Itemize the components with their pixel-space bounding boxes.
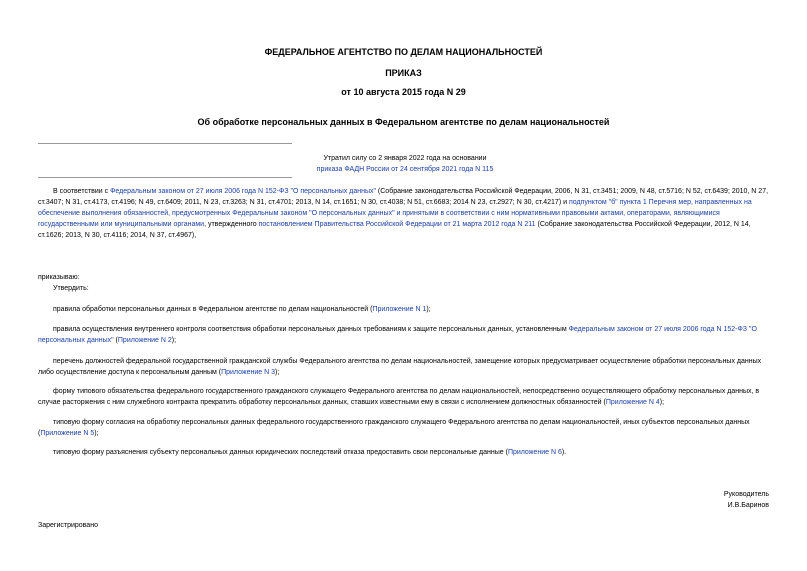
item-4-text: форму типового обязательства федерального государственного гражданского служащего Федерального агентства по делам национальностей, непосредственно осуществляющего обработку персональных данных, в случае расторжения с ним служебного контракта прекратить обработку персональных данных, ставших известными ему в связи с исполнением должностных обязанностей ( bbox=[38, 388, 760, 406]
list-item-1 bbox=[38, 304, 770, 315]
government-decree-link[interactable]: постановлением Правительства Российской Федерации от 21 марта 2012 года N 211 bbox=[258, 221, 536, 228]
preamble-paragraph bbox=[38, 186, 770, 241]
registered-label: Зарегистрировано bbox=[38, 522, 98, 529]
doc-date-number: от 10 августа 2015 года N 29 bbox=[341, 87, 466, 97]
preamble-text-2: (Собрание законодательства Российской Федерации, 2006, N 31, ст.3451; 2009, N 48, ст.5716; N 52, ст.6439; 2010, N 27, ст.3407; N 31, ст.4173, ст.4196; N 49, ст.6409; 2011, N 23, ст.3263; N 31, ст.4701; 2013, N 14, ст.1651; N 30, ст.4038; N 51, ст.6683; 2014 N 23, ст.2927; N 30, ст.4217) и bbox=[38, 188, 769, 206]
divider-top bbox=[38, 143, 292, 144]
appendix-5-link[interactable]: Приложение N 5 bbox=[40, 430, 95, 437]
item-2-text: правила осуществления внутреннего контроля соответствия обработки персональных данных требованиям к защите персональных данных, установленным bbox=[53, 326, 569, 333]
item-3-end: ); bbox=[275, 369, 280, 376]
signature-block bbox=[724, 489, 769, 511]
item-5-end: ); bbox=[94, 430, 99, 437]
item-2-mid: ( bbox=[113, 337, 118, 344]
divider-bottom bbox=[38, 177, 292, 178]
item-6-end: ). bbox=[561, 449, 567, 456]
list-item-4 bbox=[38, 386, 770, 408]
preamble-text-4: (Собрание законодательства Российской Федерации, 2012, N 14, ст.1626; 2013, N 30, ст.4116; 2014, N 37, ст.4967), bbox=[38, 221, 751, 239]
approve-word: Утвердить: bbox=[53, 285, 89, 292]
item-1-end: ); bbox=[426, 306, 431, 313]
status-note bbox=[292, 153, 518, 175]
appendix-4-link[interactable]: Приложение N 4 bbox=[605, 399, 660, 406]
appendix-1-link[interactable]: Приложение N 1 bbox=[372, 306, 427, 313]
item-3-text: перечень должностей федеральной государственной гражданской службы Федерального агентства по делам национальностей, замещение которых предусматривает осуществление обработки персональных данных либо осуществление доступа к персональным данным ( bbox=[38, 358, 762, 376]
list-item-3 bbox=[38, 356, 770, 378]
order-word: приказываю: bbox=[38, 274, 80, 281]
item-5-text: типовую форму согласия на обработку персональных данных федерального государственного гражданского служащего Федерального агентства по делам национальностей, иных субъектов персональных данных ( bbox=[38, 419, 750, 437]
list-item-6 bbox=[38, 447, 770, 458]
law-152-link[interactable]: Федеральным законом от 27 июля 2006 года N 152-ФЗ "О персональных данных" bbox=[110, 188, 376, 195]
item-4-end: ); bbox=[659, 399, 665, 406]
status-note-link[interactable]: приказа ФАДН России от 24 сентября 2021 года N 115 bbox=[316, 166, 494, 173]
item-2-end: ); bbox=[171, 337, 177, 344]
appendix-3-link[interactable]: Приложение N 3 bbox=[221, 369, 275, 376]
preamble-text-1: В соответствии с bbox=[53, 188, 111, 195]
item-1-text: правила обработки персональных данных в Федеральном агентстве по делам национальностей ( bbox=[53, 306, 373, 313]
item-6-text: типовую форму разъяснения субъекту персональных данных юридических последствий отказа предоставить свои персональные данные ( bbox=[53, 449, 508, 456]
law-152-link-2[interactable]: Федеральным законом от 27 июля 2006 года N 152-ФЗ "О персональных данных" bbox=[38, 326, 757, 344]
list-item-5 bbox=[38, 417, 770, 439]
signer-name: И.В.Баринов bbox=[727, 502, 769, 509]
list-item-2 bbox=[38, 324, 770, 346]
appendix-6-link[interactable]: Приложение N 6 bbox=[507, 449, 562, 456]
doc-type: ПРИКАЗ bbox=[385, 68, 422, 78]
appendix-2-link[interactable]: Приложение N 2 bbox=[117, 337, 172, 344]
signer-position: Руководитель bbox=[723, 491, 769, 498]
measures-list-link[interactable]: подпунктом "б" пункта 1 Перечня мер, направленных на обеспечение выполнения обязанностей, предусмотренных Федеральным законом "О персональных данных" и принятыми в соответствии с ним нормативными правовыми актами, операторами, являющимися государственными или муниципальными органами bbox=[38, 199, 752, 228]
agency-title: ФЕДЕРАЛЬНОЕ АГЕНТСТВО ПО ДЕЛАМ НАЦИОНАЛЬНОСТЕЙ bbox=[264, 47, 543, 57]
doc-title: Об обработке персональных данных в Федеральном агентстве по делам национальностей bbox=[197, 117, 610, 127]
preamble-text-3: , утвержденного bbox=[204, 221, 259, 228]
status-note-text: Утратил силу со 2 января 2022 года на основании bbox=[323, 155, 487, 162]
